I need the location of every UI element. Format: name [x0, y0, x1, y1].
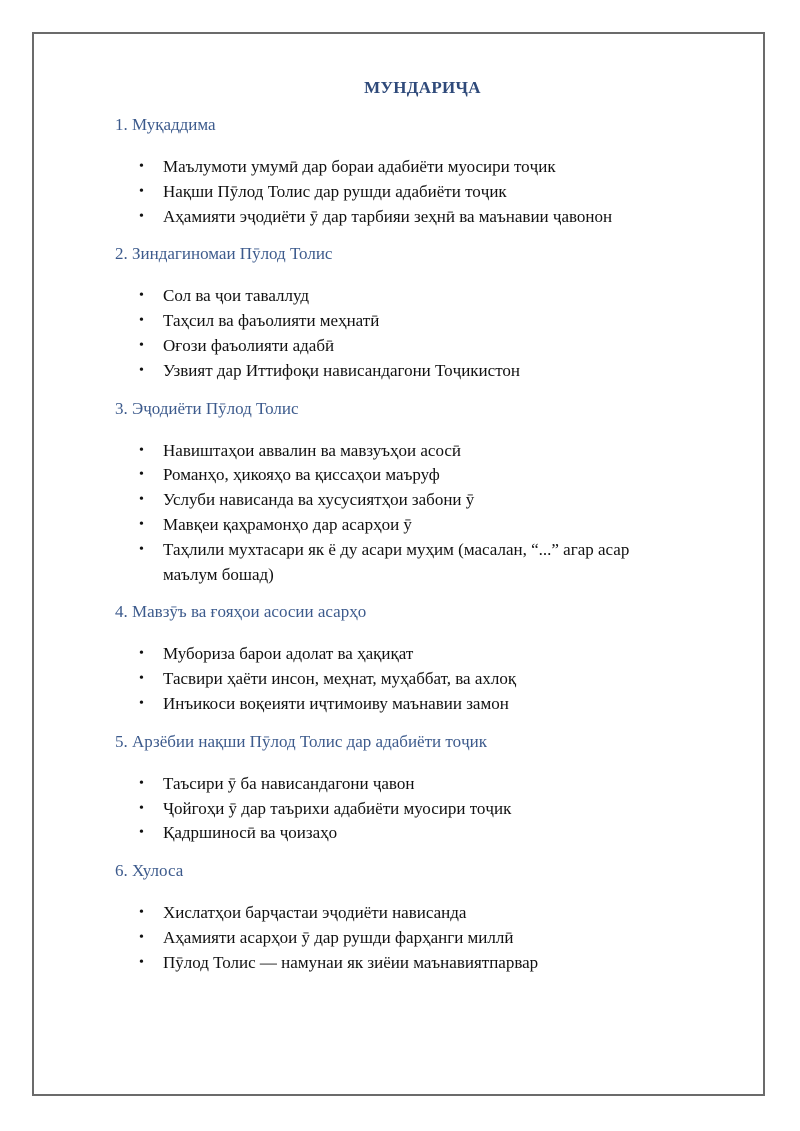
- bullet-icon: •: [139, 183, 144, 199]
- section-heading: 5. Арзёбии нақши Пӯлод Толис дар адабиёти тоҷик: [115, 731, 487, 751]
- list-item-text: Маълумоти умумӣ дар бораи адабиёти муосири тоҷик: [163, 157, 556, 176]
- list-item: [115, 155, 683, 180]
- bullet-icon: •: [139, 541, 144, 557]
- list-item: [115, 926, 683, 951]
- section-list: [115, 155, 715, 229]
- section-heading: 3. Эҷодиёти Пӯлод Толис: [115, 398, 299, 418]
- list-item: [115, 538, 683, 588]
- section-heading: 2. Зиндагиномаи Пӯлод Толис: [115, 244, 333, 264]
- bullet-icon: •: [139, 671, 144, 687]
- section-heading: 1. Муқаддима: [115, 115, 216, 134]
- list-item-text: Аҳамияти эҷодиёти ӯ дар тарбияи зеҳнӣ ва маънавии ҷавонон: [163, 206, 613, 226]
- bullet-icon: •: [139, 313, 144, 329]
- toc-section: [115, 601, 715, 716]
- list-item-text: Мубориза барои адолат ва ҳақиқат: [163, 644, 414, 664]
- bullet-icon: •: [139, 954, 144, 970]
- list-item-text: Инъикоси воқеияти иҷтимоиву маънавии замон: [163, 693, 509, 713]
- toc-section: [115, 243, 715, 383]
- bullet-icon: •: [139, 288, 144, 304]
- document-content: [115, 78, 715, 990]
- list-item-text: Оғози фаъолияти адабӣ: [163, 335, 335, 355]
- bullet-icon: •: [139, 467, 144, 483]
- list-item: [115, 797, 683, 822]
- list-item: [115, 488, 683, 513]
- list-item-text: Таҳсил ва фаъолияти меҳнатӣ: [163, 311, 380, 331]
- list-item-text: Ҷойгоҳи ӯ дар таърихи адабиёти муосири тоҷик: [163, 798, 512, 818]
- list-item: [115, 463, 683, 488]
- toc-section: [115, 114, 715, 229]
- section-list: [115, 642, 715, 716]
- list-item: [115, 180, 683, 205]
- bullet-icon: •: [139, 646, 144, 662]
- list-item: [115, 359, 683, 384]
- section-list: [115, 772, 715, 846]
- bullet-icon: •: [139, 337, 144, 353]
- list-item-text: Мавқеи қаҳрамонҳо дар асарҳои ӯ: [163, 514, 412, 534]
- bullet-icon: •: [139, 159, 144, 174]
- document-title: МУНДАРИҶА: [364, 78, 481, 97]
- toc-section: [115, 860, 715, 975]
- list-item: [115, 309, 683, 334]
- list-item: [115, 284, 683, 309]
- bullet-icon: •: [139, 208, 144, 224]
- list-item-text: Узвият дар Иттифоқи нависандагони Тоҷикистон: [163, 360, 520, 380]
- section-list: [115, 901, 715, 975]
- sections-container: [115, 114, 715, 976]
- bullet-icon: •: [139, 929, 144, 945]
- bullet-icon: •: [139, 905, 144, 921]
- list-item: [115, 901, 683, 926]
- list-item: [115, 513, 683, 538]
- bullet-icon: •: [139, 362, 144, 378]
- toc-section: [115, 398, 715, 588]
- list-item: [115, 205, 683, 230]
- list-item-text: Навиштаҳои аввалин ва мавзуъҳои асосӣ: [163, 440, 462, 460]
- list-item: [115, 334, 683, 359]
- bullet-icon: •: [139, 695, 144, 711]
- bullet-icon: •: [139, 442, 144, 458]
- list-item: [115, 439, 683, 464]
- list-item-text: Таҳлили мухтасари як ё ду асари муҳим (масалан, “...” агар асар маълум бошад): [163, 539, 630, 584]
- section-list: [115, 284, 715, 383]
- list-item-text: Сол ва ҷои таваллуд: [163, 286, 310, 306]
- bullet-icon: •: [139, 516, 144, 532]
- list-item: [115, 821, 683, 846]
- list-item: [115, 692, 683, 717]
- list-item-text: Таъсири ӯ ба нависандагони ҷавон: [163, 773, 415, 793]
- list-item: [115, 772, 683, 797]
- list-item-text: Қадршиносӣ ва ҷоизаҳо: [163, 823, 338, 843]
- section-list: [115, 439, 715, 588]
- list-item-text: Хислатҳои барҷастаи эҷодиёти нависанда: [163, 903, 467, 923]
- toc-section: [115, 731, 715, 846]
- list-item: [115, 951, 683, 976]
- list-item: [115, 642, 683, 667]
- list-item-text: Тасвири ҳаёти инсон, меҳнат, муҳаббат, ва ахлоқ: [163, 669, 517, 689]
- list-item-text: Нақши Пӯлод Толис дар рушди адабиёти тоҷик: [163, 181, 507, 201]
- section-heading: 4. Мавзӯъ ва ғояҳои асосии асарҳо: [115, 602, 367, 622]
- bullet-icon: •: [139, 492, 144, 508]
- list-item-text: Пӯлод Толис — намунаи як зиёии маънавиятпарвар: [163, 952, 539, 972]
- section-heading: 6. Хулоса: [115, 861, 184, 881]
- list-item-text: Услуби нависанда ва хусусиятҳои забони ӯ: [163, 490, 475, 510]
- bullet-icon: •: [139, 800, 144, 816]
- list-item-text: Аҳамияти асарҳои ӯ дар рушди фарҳанги миллӣ: [163, 927, 514, 947]
- bullet-icon: •: [139, 825, 144, 841]
- list-item: [115, 667, 683, 692]
- bullet-icon: •: [139, 775, 144, 791]
- list-item-text: Романҳо, ҳикояҳо ва қиссаҳои маъруф: [163, 465, 440, 485]
